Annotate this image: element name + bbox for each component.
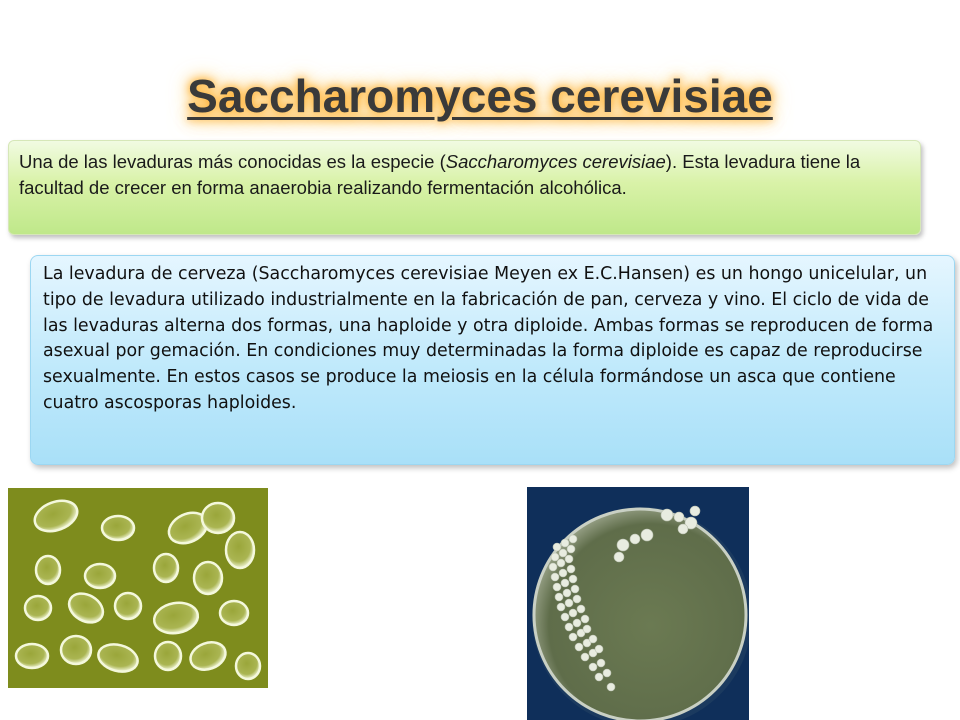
intro-text-after: ). Esta levadura tiene la facultad de crecer en forma anaerobia realizando fermentación alcohólica. [19,151,861,198]
intro-text-before: Una de las levaduras más conocidas es la especie ( [19,151,446,172]
slide-title: Saccharomyces cerevisiae [187,70,773,122]
intro-text-box [8,140,921,235]
petri-dish-photo [527,487,749,720]
description-text-box [30,255,955,465]
intro-species-name: Saccharomyces cerevisiae [445,151,666,172]
description-text: La levadura de cerveza (Saccharomyces cerevisiae Meyen ex E.C.Hansen) es un hongo unicelular, un tipo de levadura utilizado industrialmente en la fabricación de pan, cerveza y vino. El ciclo de vida de las levaduras alterna dos formas, una haploide y otra diploide. Ambas formas se reproducen de forma asexual por gemación. En condiciones muy determinadas la forma diploide es capaz de reproducirse sexualmente. En estos casos se produce la meiosis en la célula formándose un asca que contiene cuatro ascosporas haploides. [43,264,934,413]
yeast-cells-micrograph [8,488,268,688]
